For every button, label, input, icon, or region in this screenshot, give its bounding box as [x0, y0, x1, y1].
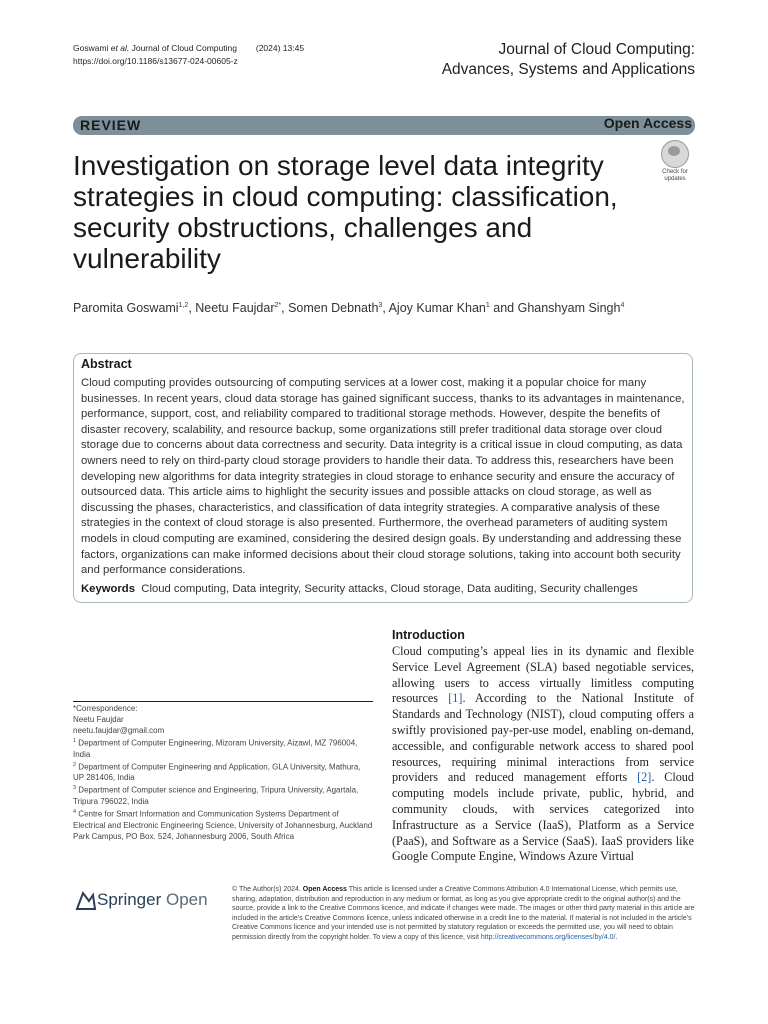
journal-name — [442, 40, 695, 80]
running-head-year: (2024) 13:45 — [255, 43, 305, 53]
article-type-bar — [73, 116, 695, 135]
affiliation — [73, 760, 373, 784]
springer-open-logo — [97, 890, 208, 910]
affiliation — [73, 807, 373, 842]
affiliation — [73, 736, 373, 760]
running-head-etal: et al. — [110, 43, 130, 53]
footnotes — [73, 703, 373, 842]
author-separator: , — [188, 301, 196, 316]
running-head-journal: Journal of Cloud Computing — [129, 43, 237, 53]
correspondence-label: *Correspondence: — [73, 704, 138, 713]
article-title: Investigation on storage level data integrity strategies in cloud computing: classification, security obstructions, challenges and vulnerability — [73, 150, 618, 274]
abstract-text: Cloud computing provides outsourcing of computing services at a lower cost, making it a popular choice for many businesses. In recent years, cloud data storage has gained significant success, thanks to its advantages in maintenance, performance, support, cost, and reliability compared to traditional storage methods. However, despite the benefits of disaster recovery, scalability, and resource backup, some organizations still prefer traditional data storage over cloud storage due to concerns about data correctness and security. Data integrity is a critical issue in cloud computing, as data owners need to rely on third-party cloud storage providers to handle their data. To address this, researchers have been developing new algorithms for data integrity strategies in cloud storage to enhance security and ensure the accuracy of outsourced data. This article aims to highlight the security issues and possible attacks on cloud storage, as well as discussing the phases, characteristics, and classification of data integrity strategies. A comparative analysis of these strategies in the context of cloud storage is also presented. Furthermore, the overhead parameters of auditing system models in cloud computing are examined, considering the desired design goals. By understanding and addressing these factors, organizations can make informed decisions about their cloud storage solutions, taking into account both security and performance considerations. — [81, 377, 685, 577]
author-name: Neetu Faujdar — [195, 301, 275, 316]
logo-springer: Springer — [97, 890, 162, 909]
keywords — [81, 583, 687, 595]
affiliation-text: Department of Computer Engineering, Mizoram University, Aizawl, MZ 796004, India — [73, 738, 358, 759]
introduction-text — [392, 644, 694, 865]
keywords-label: Keywords — [81, 583, 135, 595]
author-affiliation-sup: 1 — [485, 302, 490, 309]
license-end: . — [615, 933, 618, 941]
affiliation-text: Department of Computer Engineering and Application, GLA University, Mathura, UP 281406, India — [73, 762, 361, 783]
affiliation-text: Department of Computer science and Engineering, Tripura University, Agartala, Tripura 796022, India — [73, 785, 359, 806]
license-text — [232, 885, 695, 943]
affiliation-sup: 4 — [73, 808, 77, 815]
author-affiliation-sup: 2* — [274, 302, 282, 309]
check-updates-line2: updates — [664, 175, 686, 182]
article-type-label: REVIEW — [80, 117, 142, 133]
intro-text-part: Cloud computing’s appeal lies in its dynamic and flexible Service Level Agreement (SLA) based negotiable services, allowing users to access virtually limitless computing resources — [392, 644, 694, 706]
correspondence-name: Neetu Faujdar — [73, 715, 124, 724]
running-head-authors: Goswami — [73, 43, 111, 53]
running-head-citation — [73, 42, 304, 68]
author-separator: , — [281, 301, 289, 316]
affiliation — [73, 783, 373, 807]
license-open-access: Open Access — [302, 886, 347, 893]
check-updates-line1: Check for — [662, 169, 688, 175]
author-affiliation-sup: 3 — [378, 302, 383, 309]
citation-link[interactable]: [1] — [448, 691, 463, 706]
author-separator: , — [382, 301, 389, 316]
correspondence-email[interactable]: neetu.faujdar@gmail.com — [73, 726, 165, 735]
author-list — [73, 297, 693, 317]
citation-link[interactable]: [2] — [637, 770, 652, 785]
keywords-list: Cloud computing, Data integrity, Security attacks, Cloud storage, Data auditing, Security challenges — [141, 583, 638, 595]
author-name: Somen Debnath — [288, 301, 379, 316]
journal-name-line1: Journal of Cloud Computing: — [498, 41, 695, 58]
license-link[interactable]: http://creativecommons.org/licenses/by/4.0/ — [480, 933, 616, 941]
affiliation-text: Centre for Smart Information and Communication Systems Department of Electrical and Electronic Engineering Science, University of Johannesburg, Auckland Park Campus, PO Box. 524, Johannesburg 2006, South Africa — [73, 809, 373, 841]
open-access-label: Open Access — [603, 115, 692, 131]
license-prefix: © The Author(s) 2024. — [232, 886, 303, 893]
author-separator: and — [489, 301, 518, 316]
introduction-heading: Introduction — [392, 628, 465, 642]
license-body: This article is licensed under a Creative Commons Attribution 4.0 International License, which permits use, sharing, adaptation, distribution and reproduction in any medium or format, as long as you give appropriate credit to the original author(s) and the source, provide a link to the Creative Commons licence, and indicate if changes were made. The images or other third party material in this article are included in the article’s Creative Commons licence, unless indicated otherwise in a credit line to the material. If material is not included in the article’s Creative Commons licence and your intended use is not permitted by statutory regulation or exceeds the permitted use, you will need to obtain permission directly from the copyright holder. To view a copy of this licence, visit — [232, 886, 695, 941]
author-name: Paromita Goswami — [73, 301, 179, 316]
author-affiliation-sup: 4 — [620, 302, 625, 309]
intro-text-part: . According to the National Institute of Standards and Technology (NIST), cloud computing offers a swiftly provisioned pay-per-use model, enabling on-demand, accessible, and configurable network access to shared pool resources, requiring minimal interactions from service providers and reduced management efforts — [392, 691, 694, 785]
author-name: Ghanshyam Singh — [517, 301, 621, 316]
logo-open: Open — [161, 890, 208, 909]
author-name: Ajoy Kumar Khan — [388, 301, 486, 316]
affiliation-sup: 2 — [73, 761, 77, 768]
running-head-doi[interactable]: https://doi.org/10.1186/s13677-024-00605-z — [73, 56, 238, 66]
footnote-divider — [73, 701, 373, 702]
abstract-heading: Abstract — [81, 357, 132, 371]
intro-text-part: . Cloud computing models include private, public, hybrid, and community clouds, with services categorized into Infrastructure as a Service (IaaS), Platform as a Service (PaaS), and Software as a Service (SaaS). IaaS providers like Google Compute Engine, Windows Azure Virtual — [392, 770, 694, 864]
affiliation-sup: 3 — [73, 785, 77, 792]
journal-name-line2: Advances, Systems and Applications — [441, 61, 695, 78]
affiliation-sup: 1 — [73, 738, 77, 744]
author-affiliation-sup: 1,2 — [178, 302, 189, 309]
